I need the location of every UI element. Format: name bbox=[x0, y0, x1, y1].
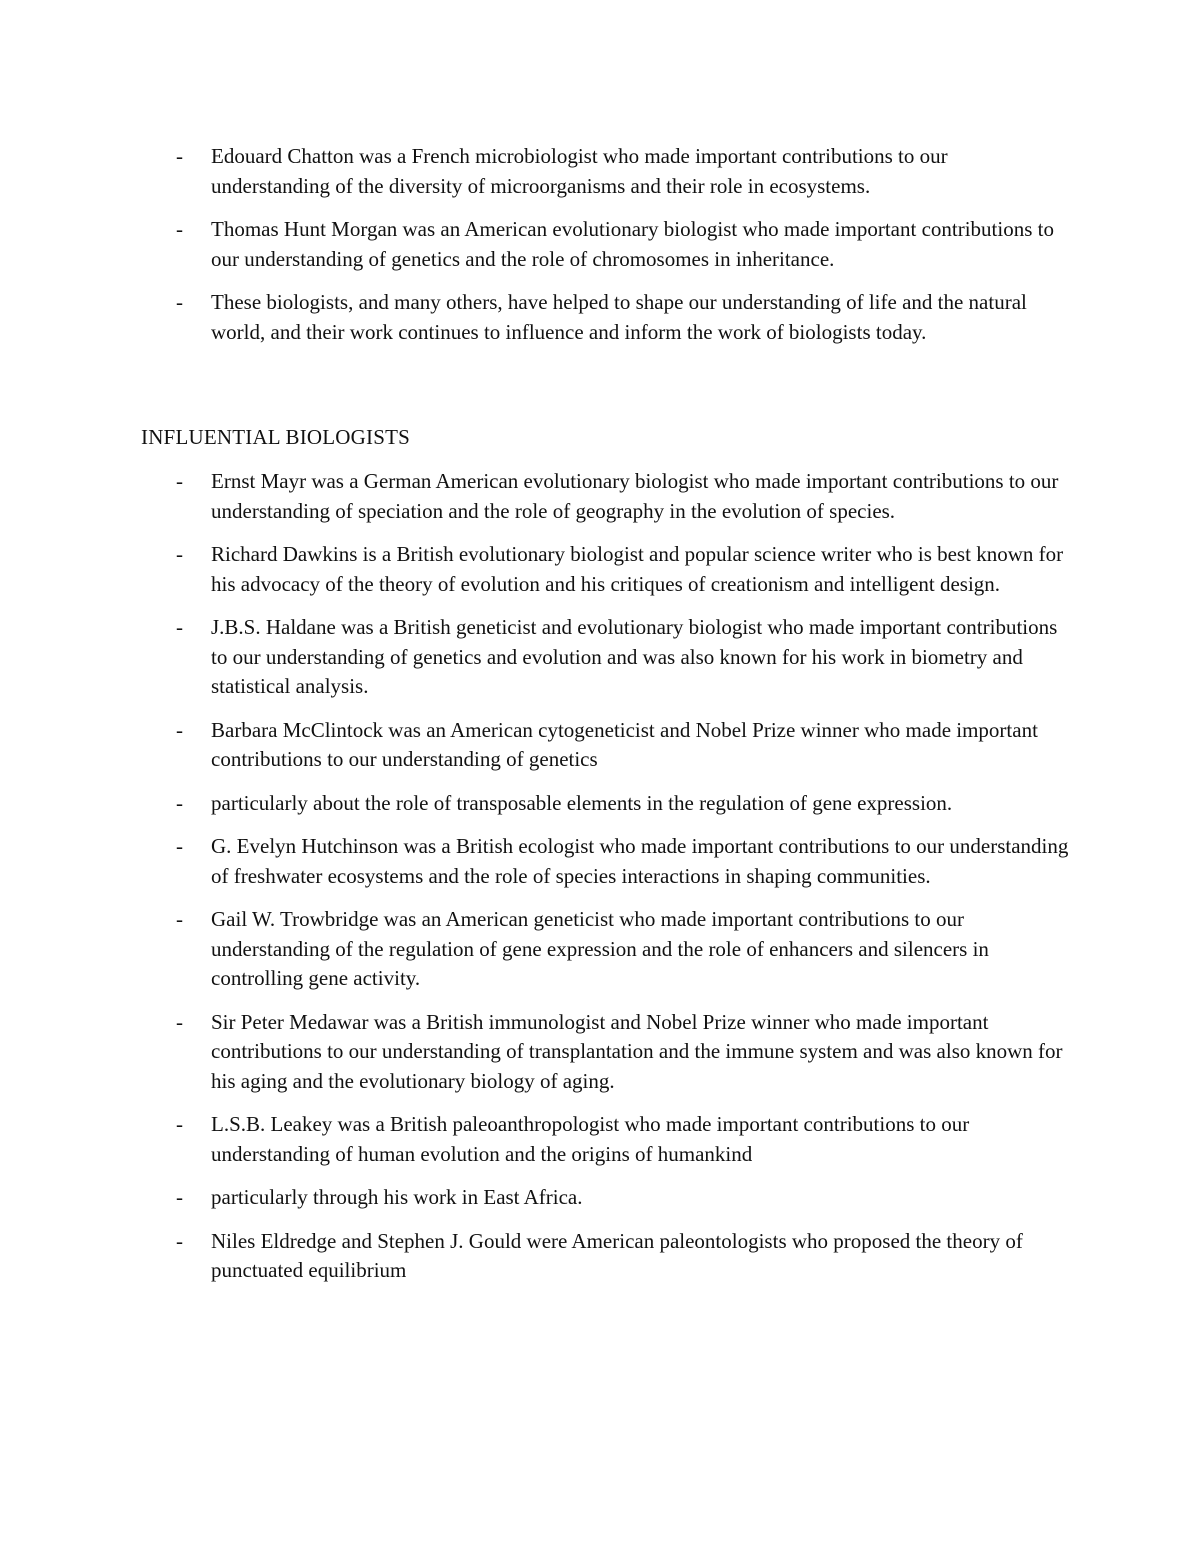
list-item bbox=[0, 716, 1200, 775]
dash-bullet: - bbox=[176, 1112, 183, 1136]
dash-bullet: - bbox=[176, 790, 183, 815]
influential-bullet-list bbox=[0, 467, 1200, 1300]
list-item-text: These biologists, and many others, have helped to shape our understanding of life and the natural world, and their work continues to influence and inform the work of biologists today. bbox=[211, 290, 1027, 344]
list-item-text: J.B.S. Haldane was a British geneticist and evolutionary biologist who made important contributions to our understanding of genetics and evolution and was also known for his work in biometry and statistical analysis. bbox=[211, 615, 1058, 698]
list-item-text: G. Evelyn Hutchinson was a British ecologist who made important contributions to our understanding of freshwater ecosystems and the role of species interactions in shaping communities. bbox=[211, 834, 1069, 888]
dash-bullet: - bbox=[176, 217, 183, 241]
dash-bullet: - bbox=[176, 717, 183, 742]
list-item-text: Niles Eldredge and Stephen J. Gould were American paleontologists who proposed the theory of punctuated equilibrium bbox=[211, 1228, 1023, 1282]
dash-bullet: - bbox=[176, 1009, 183, 1034]
list-item-text: Barbara McClintock was an American cytogeneticist and Nobel Prize winner who made important contributions to our understanding of genetics bbox=[211, 717, 1038, 771]
list-item-text: Sir Peter Medawar was a British immunologist and Nobel Prize winner who made important contributions to our understanding of transplantation and the immune system and was also known for his aging and the evolutionary biology of aging. bbox=[211, 1009, 1063, 1093]
list-item-text: Edouard Chatton was a French microbiologist who made important contributions to our understanding of the diversity of microorganisms and their role in ecosystems. bbox=[211, 144, 948, 198]
dash-bullet: - bbox=[176, 290, 183, 314]
list-item bbox=[0, 142, 1200, 201]
list-item bbox=[0, 467, 1200, 526]
dash-bullet: - bbox=[176, 907, 183, 931]
list-item bbox=[0, 613, 1200, 702]
dash-bullet: - bbox=[176, 615, 183, 639]
list-item bbox=[0, 1008, 1200, 1097]
list-item bbox=[0, 1227, 1200, 1286]
dash-bullet: - bbox=[176, 1228, 183, 1253]
list-item bbox=[0, 540, 1200, 599]
list-item bbox=[0, 1110, 1200, 1169]
intro-bullet-list bbox=[0, 142, 1200, 361]
list-item-text: particularly about the role of transposable elements in the regulation of gene expression. bbox=[211, 790, 953, 815]
dash-bullet: - bbox=[176, 542, 183, 566]
list-item bbox=[0, 905, 1200, 994]
list-item bbox=[0, 789, 1200, 819]
list-item-text: Ernst Mayr was a German American evolutionary biologist who made important contributions to our understanding of speciation and the role of geography in the evolution of species. bbox=[211, 469, 1059, 523]
list-item-text: Gail W. Trowbridge was an American geneticist who made important contributions to our understanding of the regulation of gene expression and the role of enhancers and silencers in controlling gene activity. bbox=[211, 907, 989, 990]
list-item-text: Thomas Hunt Morgan was an American evolutionary biologist who made important contributions to our understanding of genetics and the role of chromosomes in inheritance. bbox=[211, 217, 1054, 271]
list-item-text: particularly through his work in East Africa. bbox=[211, 1185, 583, 1209]
dash-bullet: - bbox=[176, 469, 183, 493]
dash-bullet: - bbox=[176, 834, 183, 858]
list-item-text: Richard Dawkins is a British evolutionary biologist and popular science writer who is best known for his advocacy of the theory of evolution and his critiques of creationism and intelligent design. bbox=[211, 542, 1064, 596]
dash-bullet: - bbox=[176, 144, 183, 168]
list-item bbox=[0, 1183, 1200, 1213]
list-item-text: L.S.B. Leakey was a British paleoanthropologist who made important contributions to our understanding of human evolution and the origins of humankind bbox=[211, 1112, 970, 1166]
list-item bbox=[0, 288, 1200, 347]
section-heading: INFLUENTIAL BIOLOGISTS bbox=[141, 425, 411, 449]
list-item bbox=[0, 832, 1200, 891]
dash-bullet: - bbox=[176, 1185, 183, 1209]
list-item bbox=[0, 215, 1200, 274]
